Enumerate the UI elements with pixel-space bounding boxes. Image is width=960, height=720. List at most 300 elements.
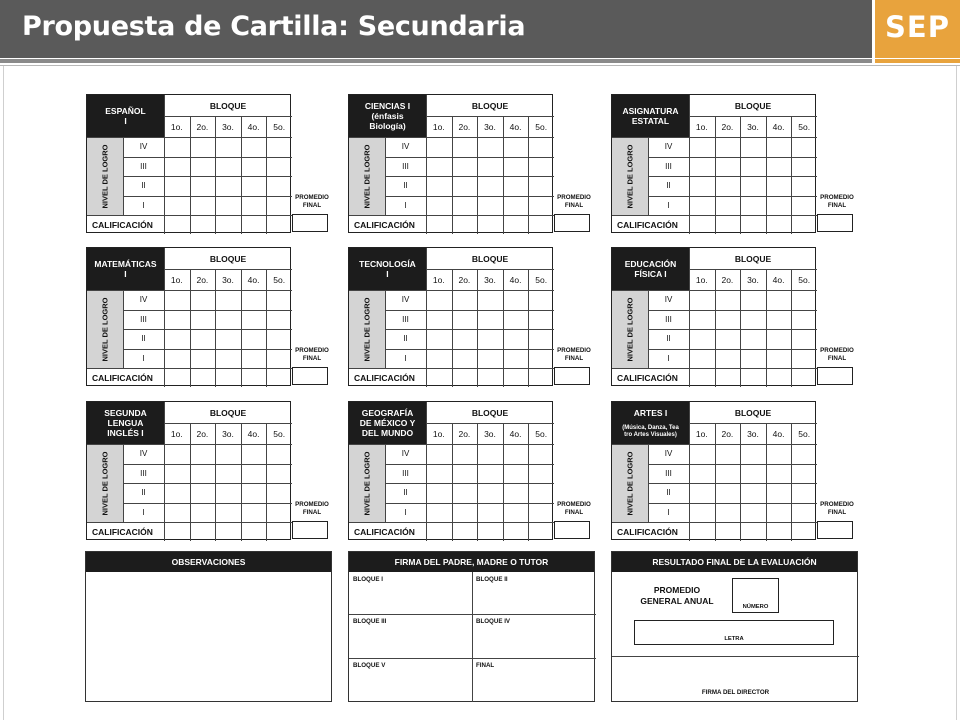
grid-line <box>740 116 741 234</box>
level-ii: II <box>666 181 671 191</box>
block-col-5: 5o. <box>535 274 548 285</box>
observaciones-panel <box>85 551 332 702</box>
promedio-final-box[interactable] <box>817 214 853 232</box>
block-col-1: 1o. <box>170 274 183 285</box>
promedio-final-box[interactable] <box>292 214 328 232</box>
block-col-5: 5o. <box>535 121 548 132</box>
grid-line <box>190 423 191 541</box>
firma-bloque-2: BLOQUE II <box>476 576 508 583</box>
grid-line <box>164 95 165 234</box>
calificacion-label: CALIFICACIÓN <box>92 526 153 537</box>
grid-line <box>648 444 649 522</box>
grid-line <box>689 269 817 270</box>
subject-name-lines <box>360 408 416 438</box>
firma-title: FIRMA DEL PADRE, MADRE O TUTOR <box>349 552 594 572</box>
block-col-2: 2o. <box>458 121 471 132</box>
grid-line <box>215 423 216 541</box>
grid-frame <box>348 94 553 233</box>
block-col-2: 2o. <box>196 428 209 439</box>
promedio-line1: PROMEDIO <box>557 194 591 201</box>
grid-line <box>791 423 792 541</box>
bloque-header: BLOQUE <box>209 100 247 111</box>
firma-panel <box>348 551 595 702</box>
subject-name-line2: I <box>386 269 389 279</box>
subject-name-line1: GEOGRAFÍA <box>361 408 414 418</box>
block-col-5: 5o. <box>273 428 286 439</box>
nivel-logro-label <box>612 290 648 368</box>
promedio-line2: FINAL <box>564 509 584 516</box>
level-iii: III <box>402 468 409 478</box>
grid-line <box>452 116 453 234</box>
resultado-title: RESULTADO FINAL DE LA EVALUACIÓN <box>612 552 857 572</box>
promedio-line1: PROMEDIO <box>295 347 329 354</box>
subject-name-lines <box>94 259 156 279</box>
grid-line <box>426 402 427 541</box>
grid-line <box>528 423 529 541</box>
firma-bloque-4: BLOQUE IV <box>476 618 511 625</box>
grid-line <box>426 269 554 270</box>
promedio-line2: FINAL <box>564 202 584 209</box>
promedio-line2: FINAL <box>564 355 584 362</box>
level-ii: II <box>403 334 408 344</box>
subject-name-lines <box>359 259 416 279</box>
promedio-final-label <box>554 194 594 212</box>
nivel-logro-label <box>349 137 385 215</box>
block-col-1: 1o. <box>170 428 183 439</box>
bloque-header: BLOQUE <box>209 253 247 264</box>
promedio-line2: FINAL <box>827 355 847 362</box>
subject-name <box>612 248 689 290</box>
subject-name-lines <box>365 101 410 131</box>
grid-line <box>689 402 690 541</box>
grid-frame <box>611 247 816 386</box>
grid-frame <box>611 94 816 233</box>
grid-line <box>385 290 386 368</box>
promedio-final-box[interactable] <box>554 214 590 232</box>
promedio-final-label <box>817 194 857 212</box>
block-col-1: 1o. <box>432 274 445 285</box>
level-iv: IV <box>664 142 673 152</box>
grid-line <box>452 423 453 541</box>
level-iii: III <box>140 468 147 478</box>
grid-frame <box>348 401 553 540</box>
subject-grid-2 <box>348 94 618 233</box>
block-col-4: 4o. <box>509 428 522 439</box>
level-i: I <box>667 200 670 210</box>
grid-line <box>648 290 649 368</box>
subject-grid-7 <box>86 401 356 540</box>
subject-name-line2: ESTATAL <box>631 116 670 126</box>
block-col-3: 3o. <box>484 274 496 285</box>
promedio-line1: PROMEDIO <box>295 501 329 508</box>
promedio-line2: FINAL <box>302 202 322 209</box>
block-col-4: 4o. <box>247 121 260 132</box>
level-iv: IV <box>664 449 673 459</box>
grid-line <box>477 423 478 541</box>
subject-grid-6 <box>611 247 881 386</box>
level-i: I <box>404 507 407 517</box>
calificacion-label: CALIFICACIÓN <box>617 526 678 537</box>
nivel-logro-text: NIVEL DE LOGRO <box>362 143 372 209</box>
firma-line <box>472 572 473 702</box>
level-iii: III <box>140 314 147 324</box>
level-iv: IV <box>139 295 148 305</box>
level-iii: III <box>402 314 409 324</box>
promedio-final-box[interactable] <box>292 521 328 539</box>
nivel-logro-text: NIVEL DE LOGRO <box>100 143 110 209</box>
firma-director-label: FIRMA DEL DIRECTOR <box>701 689 770 696</box>
calificacion-label: CALIFICACIÓN <box>354 372 415 383</box>
nivel-logro-label <box>612 444 648 522</box>
grid-line <box>190 269 191 387</box>
block-col-1: 1o. <box>695 121 708 132</box>
level-i: I <box>667 353 670 363</box>
grid-line <box>215 116 216 234</box>
left-border <box>3 66 4 720</box>
promedio-line2: FINAL <box>827 202 847 209</box>
block-col-4: 4o. <box>772 274 785 285</box>
block-col-5: 5o. <box>798 121 811 132</box>
grid-frame <box>86 247 291 386</box>
subject-name <box>87 95 164 137</box>
calificacion-label: CALIFICACIÓN <box>354 219 415 230</box>
block-col-5: 5o. <box>798 274 811 285</box>
firma-bloque-1: BLOQUE I <box>353 576 383 583</box>
subject-name <box>87 248 164 290</box>
grid-line <box>689 116 817 117</box>
page-title: Propuesta de Cartilla: Secundaria <box>22 11 526 42</box>
grid-line <box>266 269 267 387</box>
block-col-3: 3o. <box>222 274 234 285</box>
promedio-line1: PROMEDIO <box>295 194 329 201</box>
nivel-logro-label <box>87 290 123 368</box>
grid-line <box>740 269 741 387</box>
promedio-final-label <box>292 194 332 212</box>
grid-line <box>740 423 741 541</box>
header-rule <box>0 59 872 63</box>
block-col-2: 2o. <box>196 121 209 132</box>
bloque-header: BLOQUE <box>734 100 772 111</box>
promedio-final-box[interactable] <box>292 367 328 385</box>
grid-line <box>426 95 427 234</box>
grid-line <box>503 423 504 541</box>
nivel-logro-label <box>87 444 123 522</box>
promedio-final-label <box>554 501 594 519</box>
promedio-final-box[interactable] <box>817 367 853 385</box>
block-col-1: 1o. <box>695 274 708 285</box>
grid-line <box>215 269 216 387</box>
block-col-2: 2o. <box>196 274 209 285</box>
promedio-line1: PROMEDIO <box>557 501 591 508</box>
sep-logo-text: SEP <box>885 10 950 44</box>
block-col-2: 2o. <box>721 121 734 132</box>
level-iv: IV <box>401 449 410 459</box>
header-bar <box>0 0 872 58</box>
grid-frame <box>86 401 291 540</box>
block-col-2: 2o. <box>721 428 734 439</box>
level-ii: II <box>141 334 146 344</box>
bloque-header: BLOQUE <box>734 253 772 264</box>
subject-name-line1: CIENCIAS I <box>364 101 411 111</box>
block-col-3: 3o. <box>222 121 234 132</box>
subject-name <box>612 402 689 444</box>
grid-line <box>241 269 242 387</box>
block-col-1: 1o. <box>432 428 445 439</box>
subject-name-line2: LENGUA <box>107 418 144 428</box>
block-col-5: 5o. <box>798 428 811 439</box>
grid-line <box>648 137 649 215</box>
grid-line <box>164 248 165 387</box>
level-iv: IV <box>664 295 673 305</box>
level-iii: III <box>665 314 672 324</box>
grid-line <box>241 423 242 541</box>
promedio-line1: PROMEDIO <box>557 347 591 354</box>
subject-name-line2: DE MÉXICO Y <box>359 418 416 428</box>
level-ii: II <box>403 181 408 191</box>
firma-bloque-3: BLOQUE III <box>353 618 387 625</box>
subject-name-line1: SEGUNDA <box>104 408 147 418</box>
grid-line <box>123 137 124 215</box>
grid-line <box>477 116 478 234</box>
grid-line <box>426 248 427 387</box>
divider <box>0 65 960 66</box>
subject-name-lines <box>105 106 145 126</box>
grid-line <box>715 269 716 387</box>
level-ii: II <box>141 488 146 498</box>
grid-line <box>766 269 767 387</box>
level-iv: IV <box>139 142 148 152</box>
grid-line <box>164 402 165 541</box>
grid-line <box>266 423 267 541</box>
promedio-line1: PROMEDIO <box>820 501 854 508</box>
grid-line <box>689 95 690 234</box>
subject-grid-4 <box>86 247 356 386</box>
grid-line <box>164 423 292 424</box>
subject-name-line2: (énfasis <box>371 111 404 121</box>
nivel-logro-text: NIVEL DE LOGRO <box>100 450 110 516</box>
subject-name-lines <box>625 259 676 279</box>
promedio-final-label <box>292 347 332 365</box>
grid-frame <box>86 94 291 233</box>
right-border <box>956 66 957 720</box>
level-i: I <box>142 353 145 363</box>
subject-grid-3 <box>611 94 881 233</box>
bloque-header: BLOQUE <box>471 407 509 418</box>
subject-name-line2: FÍSICA I <box>634 269 667 279</box>
promedio-final-box[interactable] <box>554 367 590 385</box>
subject-name-line3: Biología) <box>369 121 406 131</box>
block-col-4: 4o. <box>772 428 785 439</box>
block-col-5: 5o. <box>273 121 286 132</box>
block-col-5: 5o. <box>535 428 548 439</box>
promedio-final-label <box>554 347 594 365</box>
block-col-4: 4o. <box>509 274 522 285</box>
block-col-3: 3o. <box>747 121 759 132</box>
level-i: I <box>404 200 407 210</box>
promedio-final-box[interactable] <box>554 521 590 539</box>
bloque-header: BLOQUE <box>734 407 772 418</box>
nivel-logro-label <box>349 444 385 522</box>
level-ii: II <box>403 488 408 498</box>
promedio-final-label <box>817 501 857 519</box>
grid-line <box>766 423 767 541</box>
logo-rule <box>875 59 960 63</box>
grid-frame <box>611 401 816 540</box>
promedio-line2: FINAL <box>827 509 847 516</box>
grid-line <box>385 137 386 215</box>
level-ii: II <box>666 334 671 344</box>
grid-line <box>715 116 716 234</box>
resultado-panel <box>611 551 858 702</box>
calificacion-label: CALIFICACIÓN <box>92 219 153 230</box>
block-col-3: 3o. <box>747 274 759 285</box>
level-ii: II <box>141 181 146 191</box>
subject-grid-9 <box>611 401 881 540</box>
grid-line <box>164 269 292 270</box>
nivel-logro-text: NIVEL DE LOGRO <box>625 450 635 516</box>
grid-line <box>385 444 386 522</box>
block-col-1: 1o. <box>695 428 708 439</box>
subject-name <box>612 95 689 137</box>
promedio-general-label <box>627 585 727 607</box>
level-iv: IV <box>139 449 148 459</box>
block-col-1: 1o. <box>170 121 183 132</box>
level-i: I <box>667 507 670 517</box>
sep-logo <box>875 0 960 58</box>
grid-line <box>452 269 453 387</box>
nivel-logro-text: NIVEL DE LOGRO <box>625 296 635 362</box>
calificacion-label: CALIFICACIÓN <box>617 219 678 230</box>
promedio-general-line2: GENERAL ANUAL <box>640 596 714 606</box>
grid-frame <box>348 247 553 386</box>
block-col-3: 3o. <box>747 428 759 439</box>
subject-grid-1 <box>86 94 356 233</box>
subject-name <box>349 402 426 444</box>
nivel-logro-text: NIVEL DE LOGRO <box>362 450 372 516</box>
level-iii: III <box>665 161 672 171</box>
block-col-4: 4o. <box>772 121 785 132</box>
block-col-3: 3o. <box>484 428 496 439</box>
level-iv: IV <box>401 295 410 305</box>
subject-name-line3: DEL MUNDO <box>361 428 414 438</box>
promedio-line1: PROMEDIO <box>820 194 854 201</box>
observaciones-title: OBSERVACIONES <box>86 552 331 572</box>
subject-name-line1: MATEMÁTICAS <box>94 259 157 269</box>
nivel-logro-text: NIVEL DE LOGRO <box>362 296 372 362</box>
bloque-header: BLOQUE <box>471 253 509 264</box>
block-col-2: 2o. <box>721 274 734 285</box>
bloque-header: BLOQUE <box>209 407 247 418</box>
nivel-logro-text: NIVEL DE LOGRO <box>625 143 635 209</box>
grid-line <box>190 116 191 234</box>
numero-label: NÚMERO <box>742 604 769 610</box>
grid-line <box>715 423 716 541</box>
subject-name-lines <box>104 408 147 438</box>
level-iv: IV <box>401 142 410 152</box>
promedio-general-line1: PROMEDIO <box>653 585 701 595</box>
subject-name-line1: ESPAÑOL <box>105 106 146 116</box>
promedio-line2: FINAL <box>302 355 322 362</box>
grid-line <box>426 116 554 117</box>
subject-name-lines <box>622 408 679 439</box>
level-ii: II <box>666 488 671 498</box>
firma-bloque-5: BLOQUE V <box>353 662 386 669</box>
level-iii: III <box>665 468 672 478</box>
level-i: I <box>404 353 407 363</box>
subject-name-line1: TECNOLOGÍA <box>359 259 416 269</box>
promedio-line2: FINAL <box>302 509 322 516</box>
resultado-divider <box>612 656 859 657</box>
letra-label: LETRA <box>724 636 744 642</box>
grid-line <box>791 269 792 387</box>
nivel-logro-text: NIVEL DE LOGRO <box>100 296 110 362</box>
nivel-logro-label <box>349 290 385 368</box>
calificacion-label: CALIFICACIÓN <box>92 372 153 383</box>
grid-line <box>477 269 478 387</box>
grid-line <box>266 116 267 234</box>
subject-name-line3: INGLÉS I <box>107 428 144 438</box>
subject-name-line2: I <box>124 269 127 279</box>
nivel-logro-label <box>612 137 648 215</box>
calificacion-label: CALIFICACIÓN <box>354 526 415 537</box>
block-col-2: 2o. <box>458 428 471 439</box>
block-col-4: 4o. <box>247 274 260 285</box>
level-i: I <box>142 507 145 517</box>
subject-name <box>349 95 426 137</box>
promedio-line1: PROMEDIO <box>820 347 854 354</box>
subject-name-line2: I <box>124 116 127 126</box>
level-iii: III <box>140 161 147 171</box>
subject-name <box>87 402 164 444</box>
grid-line <box>528 116 529 234</box>
promedio-final-label <box>817 347 857 365</box>
calificacion-label: CALIFICACIÓN <box>617 372 678 383</box>
grid-line <box>791 116 792 234</box>
block-col-3: 3o. <box>222 428 234 439</box>
grid-line <box>123 444 124 522</box>
subject-name-line2: (Música, Danza, Tea <box>622 424 679 431</box>
block-col-1: 1o. <box>432 121 445 132</box>
grid-line <box>689 248 690 387</box>
subject-name-line1: EDUCACIÓN <box>624 259 677 269</box>
subject-name-line1: ASIGNATURA <box>622 106 679 116</box>
grid-line <box>503 269 504 387</box>
block-col-4: 4o. <box>509 121 522 132</box>
promedio-final-box[interactable] <box>817 521 853 539</box>
grid-line <box>164 116 292 117</box>
subject-grid-8 <box>348 401 618 540</box>
level-i: I <box>142 200 145 210</box>
bloque-header: BLOQUE <box>471 100 509 111</box>
firma-final: FINAL <box>476 662 495 669</box>
block-col-3: 3o. <box>484 121 496 132</box>
grid-line <box>689 423 817 424</box>
level-iii: III <box>402 161 409 171</box>
block-col-5: 5o. <box>273 274 286 285</box>
grid-line <box>426 423 554 424</box>
subject-name-line1: ARTES I <box>633 407 668 418</box>
grid-line <box>528 269 529 387</box>
subject-name-line3: tro Artes Visuales) <box>624 431 677 438</box>
block-col-2: 2o. <box>458 274 471 285</box>
subject-name-lines <box>622 106 678 126</box>
grid-line <box>123 290 124 368</box>
subject-name <box>349 248 426 290</box>
grid-line <box>766 116 767 234</box>
subject-grid-5 <box>348 247 618 386</box>
nivel-logro-label <box>87 137 123 215</box>
block-col-4: 4o. <box>247 428 260 439</box>
